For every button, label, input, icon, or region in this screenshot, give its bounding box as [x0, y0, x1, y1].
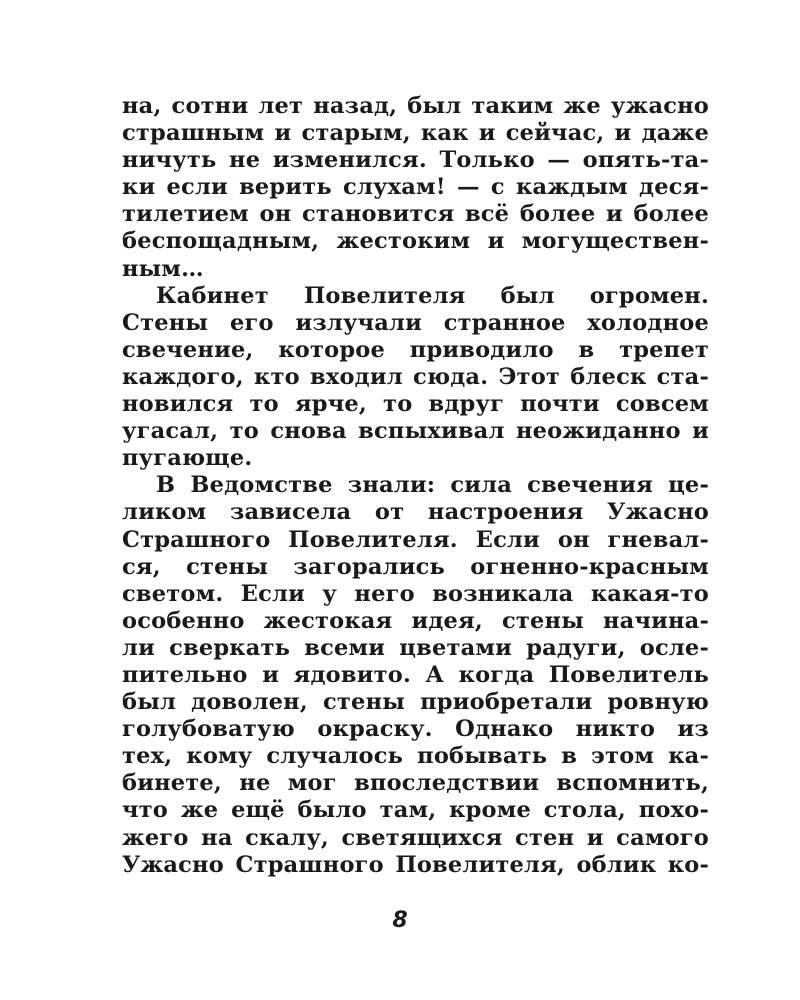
text-line: свечение, которое приводило в трепет [122, 336, 709, 363]
text-line: пугающе. [122, 445, 253, 472]
text-line: беспощадным, жестоким и могуществен- [122, 228, 709, 255]
text-line: светом. Если у него возникала какая-то [122, 580, 709, 607]
text-line: голубоватую окраску. Однако никто из [122, 716, 709, 743]
text-line: ся, стены загорались огненно-красным [122, 553, 709, 580]
text-line: пительно и ядовито. А когда Повелитель [122, 661, 709, 688]
body-text [122, 93, 709, 879]
paragraph-first-line: В Ведомстве знали: сила свечения це- [156, 472, 709, 499]
text-line: ликом зависела от настроения Ужасно [122, 499, 709, 526]
text-line: новился то ярче, то вдруг почти совсем [122, 391, 709, 418]
text-line: угасал, то снова вспыхивал неожиданно и [122, 418, 709, 445]
text-line: ки если верить слухам! — с каждым деся- [122, 174, 709, 201]
text-line: Страшного Повелителя. Если он гневал- [122, 526, 709, 553]
text-line: что же ещё было там, кроме стола, похо- [122, 797, 709, 824]
page-number: 8 [392, 908, 408, 933]
text-line: страшным и старым, как и сейчас, и даже [122, 120, 709, 147]
text-line: на, сотни лет назад, был таким же ужасно [122, 93, 709, 119]
text-line: каждого, кто входил сюда. Этот блеск ста- [122, 363, 709, 390]
text-line: ным… [122, 255, 204, 282]
text-line: ничуть не изменился. Только — опять-та- [122, 147, 709, 174]
paragraph-first-line: Кабинет Повелителя был огромен. [156, 282, 709, 309]
text-line: тилетием он становится всё более и более [122, 201, 709, 228]
text-line: жего на скалу, светящихся стен и самого [122, 824, 709, 851]
text-line: был доволен, стены приобретали ровную [122, 689, 709, 716]
text-line: Стены его излучали странное холодное [122, 309, 709, 336]
text-line: особенно жестокая идея, стены начина- [122, 607, 709, 634]
text-line: ли сверкать всеми цветами радуги, осле- [122, 634, 709, 661]
text-line: Ужасно Страшного Повелителя, облик ко- [122, 851, 709, 878]
text-line: бинете, не мог впоследствии вспомнить, [122, 770, 709, 797]
text-line: тех, кому случалось побывать в этом ка- [122, 743, 709, 770]
